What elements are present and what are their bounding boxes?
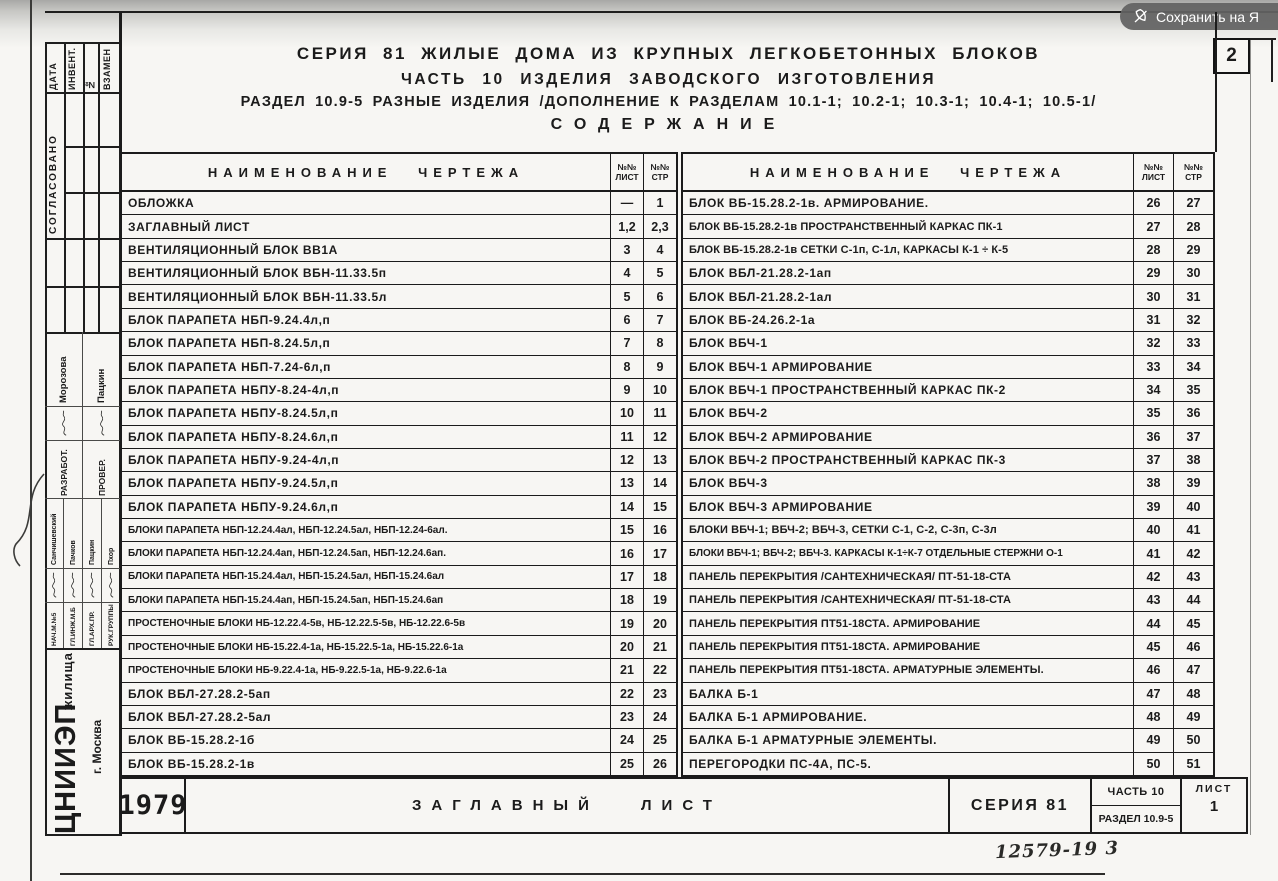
sheet-number: 31: [1133, 309, 1173, 331]
sheet-number: —: [610, 192, 643, 214]
table-row: [122, 238, 676, 261]
sheet-number: 50: [1133, 753, 1173, 775]
sheet-number: 24: [610, 729, 643, 751]
table-row: [122, 705, 676, 728]
drawing-name: ПАНЕЛЬ ПЕРЕКРЫТИЯ ПТ51-18СТА. АРМИРОВАНИЕ: [689, 641, 981, 653]
drawing-name: БЛОК ПАРАПЕТА НБПУ-9.24.6л,п: [128, 499, 339, 514]
table-row: [683, 238, 1213, 261]
frame-line: [45, 286, 120, 288]
frame-line: [45, 92, 120, 94]
page-number: 16: [643, 519, 676, 541]
signature-mark: [83, 568, 101, 602]
sheet-number: 8: [610, 356, 643, 378]
sheet-number: 20: [610, 636, 643, 658]
title-block: [120, 777, 1248, 834]
page-number: 45: [1173, 612, 1213, 634]
sidebar-approved-label: СОГЛАСОВАНО: [48, 134, 59, 234]
sheet-number: 7: [610, 332, 643, 354]
table-row: [122, 682, 676, 705]
sheet-header-line2: ЛИСТ: [1141, 172, 1166, 182]
frame-line: [64, 42, 66, 332]
stamp-row: [63, 499, 82, 648]
drawing-name: БАЛКА Б-1 АРМАТУРНЫЕ ЭЛЕМЕНТЫ.: [689, 733, 938, 748]
frame-line: [1250, 38, 1251, 835]
table-row: [122, 611, 676, 634]
column-header-page: [1173, 154, 1213, 190]
page-number: 40: [1173, 496, 1213, 518]
table-row: [122, 541, 676, 564]
sidebar-label-replaces: ВЗАМЕН: [102, 48, 112, 90]
sheet-header-line1: №№: [1144, 161, 1163, 172]
page-number: 50: [1173, 729, 1213, 751]
sheet-number: 1: [1209, 798, 1219, 815]
document-title: ЗАГЛАВНЫЙ ЛИСТ: [186, 777, 950, 834]
table-row: [683, 588, 1213, 611]
page-number: 32: [1173, 309, 1213, 331]
contents-table-right: [681, 152, 1215, 777]
table-row: [122, 308, 676, 331]
drawing-name: ПРОСТЕНОЧНЫЕ БЛОКИ НБ-9.22.4-1а, НБ-9.22.5-1а, НБ-9.22.6-1а: [128, 664, 447, 676]
frame-line: [64, 146, 120, 148]
sheet-number: 3: [610, 239, 643, 261]
drawing-name: ОБЛОЖКА: [128, 196, 195, 211]
table-row: [122, 471, 676, 494]
stamp-role-label: ГЛ.ИНЖ.М.Б: [64, 602, 82, 648]
page-number: 28: [1173, 215, 1213, 237]
page-number: 51: [1173, 753, 1213, 775]
table-row: [122, 448, 676, 471]
page-number: 25: [643, 729, 676, 751]
sheet-number: 35: [1133, 402, 1173, 424]
sheet-header-line2: ЛИСТ: [615, 172, 639, 182]
page-number: 24: [643, 706, 676, 728]
save-button-label: Сохранить на Я: [1156, 8, 1259, 25]
series-title: СЕРИЯ 81 ЖИЛЫЕ ДОМА ИЗ КРУПНЫХ ЛЕГКОБЕТОННЫХ БЛОКОВ: [296, 44, 1041, 63]
table-row: [683, 611, 1213, 634]
page-number: 18: [643, 566, 676, 588]
table-row: [683, 425, 1213, 448]
page-number: 43: [1173, 566, 1213, 588]
stamp-role-label: РАЗРАБОТ.: [45, 440, 82, 498]
drawing-name: БАЛКА Б-1: [689, 686, 759, 701]
sheet-number: 37: [1133, 449, 1173, 471]
table-row: [683, 448, 1213, 471]
drawing-name: БЛОК ВБЧ-2 АРМИРОВАНИЕ: [689, 429, 873, 444]
signature-mark: [64, 568, 82, 602]
page-number: 49: [1173, 706, 1213, 728]
sheet-number: 43: [1133, 589, 1173, 611]
table-row: [683, 331, 1213, 354]
part-label: ЧАСТЬ 10: [1092, 779, 1180, 806]
frame-line: [45, 648, 120, 650]
page-number: 1: [643, 192, 676, 214]
sheet-number: 10: [610, 402, 643, 424]
drawing-name: ПРОСТЕНОЧНЫЕ БЛОКИ НБ-12.22.4-5в, НБ-12.22.5-5в, НБ-12.22.6-5в: [128, 618, 466, 630]
page-number: 39: [1173, 472, 1213, 494]
drawing-name: ПАНЕЛЬ ПЕРЕКРЫТИЯ ПТ51-18СТА. АРМИРОВАНИЕ: [689, 617, 981, 630]
drawing-name: ПАНЕЛЬ ПЕРЕКРЫТИЯ ПТ51-18СТА. АРМАТУРНЫЕ ЭЛЕМЕНТЫ.: [689, 664, 1044, 677]
sheet-number: 33: [1133, 356, 1173, 378]
page-number: 23: [643, 683, 676, 705]
sheet-box: [1182, 777, 1248, 834]
page-header-line1: №№: [650, 161, 670, 172]
pen-stroke: [8, 470, 52, 570]
table-row: [122, 331, 676, 354]
table-row: [122, 355, 676, 378]
table-row: [683, 214, 1213, 237]
page-number: 27: [1173, 192, 1213, 214]
page-number: 20: [643, 612, 676, 634]
sheet-number: 36: [1133, 426, 1173, 448]
sheet-label: ЛИСТ: [1195, 783, 1233, 795]
frame-line: [45, 238, 120, 240]
sidebar-label-number: №: [85, 80, 95, 90]
page-number: 41: [1173, 519, 1213, 541]
stamp-authors: [45, 332, 120, 498]
drawing-name: ВЕНТИЛЯЦИОННЫЙ БЛОК ВВ1А: [128, 242, 338, 257]
page-number: 4: [643, 239, 676, 261]
column-header-name: НАИМЕНОВАНИЕ ЧЕРТЕЖА: [749, 164, 1067, 180]
page-number: 10: [643, 379, 676, 401]
drawing-name: БАЛКА Б-1 АРМИРОВАНИЕ.: [689, 710, 868, 725]
left-table-body: [122, 192, 676, 775]
drawing-name: ПАНЕЛЬ ПЕРЕКРЫТИЯ /САНТЕХНИЧЕСКАЯ/ ПТ-51-18-СТА: [689, 594, 1012, 607]
page-header-line2: СТР: [651, 172, 669, 182]
sheet-number: 26: [1133, 192, 1173, 214]
sheet-number: 42: [1133, 566, 1173, 588]
table-row: [683, 401, 1213, 424]
table-row: [683, 752, 1213, 775]
table-row: [683, 471, 1213, 494]
drawing-name: БЛОК ВБ-15.28.2-1б: [128, 733, 255, 748]
column-header-name: НАИМЕНОВАНИЕ ЧЕРТЕЖА: [207, 164, 525, 180]
sidebar-label-date: ДАТА: [48, 62, 58, 90]
drawing-name: БЛОК ВБЧ-2 ПРОСТРАНСТВЕННЫЙ КАРКАС ПК-3: [689, 453, 1006, 468]
drawing-name: БЛОК ВБ-15.28.2-1в СЕТКИ С-1п, С-1л, КАРКАСЫ К-1 ÷ К-5: [689, 243, 1009, 256]
page-number: 33: [1173, 332, 1213, 354]
page-number: 21: [643, 636, 676, 658]
table-row: [683, 705, 1213, 728]
page-header-line1: №№: [1184, 161, 1203, 172]
stamp-person-name: Пацкин: [96, 368, 107, 403]
part-section-box: [1092, 777, 1182, 834]
signature-mark: [45, 406, 82, 440]
table-header: [122, 154, 676, 192]
series-box: СЕРИЯ 81: [950, 777, 1092, 834]
page-number: 7: [643, 309, 676, 331]
drawing-name: БЛОК ПАРАПЕТА НБП-9.24.4л,п: [128, 312, 331, 327]
approval-stamp: [45, 332, 120, 648]
table-row: [683, 565, 1213, 588]
table-row: [122, 214, 676, 237]
page-number: 47: [1173, 659, 1213, 681]
table-row: [122, 635, 676, 658]
signature-mark: [102, 568, 120, 602]
sidebar-label-inventory: ИНВЕНТ.: [67, 47, 77, 90]
stamp-row: [82, 332, 120, 498]
scan-edge: [30, 0, 32, 881]
table-row: [683, 728, 1213, 751]
right-table-body: [683, 192, 1213, 775]
sheet-number: 4: [610, 262, 643, 284]
table-row: [683, 518, 1213, 541]
sheet-number: 22: [610, 683, 643, 705]
table-row: [122, 565, 676, 588]
sheet-number: 15: [610, 519, 643, 541]
page-number: 17: [643, 542, 676, 564]
stamp-person-name: Морозова: [58, 356, 69, 403]
sheet-number: 12: [610, 449, 643, 471]
sheet-number: 30: [1133, 285, 1173, 307]
sheet-number: 6: [610, 309, 643, 331]
drawing-name: БЛОК ВБЛ-27.28.2-5ал: [128, 710, 272, 725]
sheet-number: 28: [1133, 239, 1173, 261]
column-header-page: [643, 154, 676, 190]
scan-edge: [60, 873, 1105, 875]
page-number: 48: [1173, 683, 1213, 705]
table-row: [683, 541, 1213, 564]
drawing-name: БЛОК ВБЛ-27.28.2-5ап: [128, 686, 271, 701]
page-number: 9: [643, 356, 676, 378]
drawing-name: БЛОК ВБЛ-21.28.2-1ап: [689, 266, 832, 281]
sheet-number: 21: [610, 659, 643, 681]
page-number: 44: [1173, 589, 1213, 611]
drawing-name: БЛОК ПАРАПЕТА НБПУ-8.24.5л,п: [128, 406, 339, 421]
page-number: 2,3: [643, 215, 676, 237]
table-row: [683, 378, 1213, 401]
table-row: [683, 635, 1213, 658]
frame-line: [64, 192, 120, 194]
drawing-name: БЛОКИ ПАРАПЕТА НБП-15.24.4ап, НБП-15.24.5ап, НБП-15.24.6ап: [128, 594, 444, 606]
drawing-name: БЛОК ВБЛ-21.28.2-1ал: [689, 289, 833, 304]
page-number: 14: [643, 472, 676, 494]
signature-mark: [45, 568, 63, 602]
sheet-header-line1: №№: [617, 161, 637, 172]
sheet-number: 16: [610, 542, 643, 564]
drawing-name: ПЕРЕГОРОДКИ ПС-4А, ПС-5.: [689, 756, 872, 771]
page-number: 38: [1173, 449, 1213, 471]
page-number: 36: [1173, 402, 1213, 424]
page-number: 8: [643, 332, 676, 354]
page-number: 30: [1173, 262, 1213, 284]
drawing-name: ВЕНТИЛЯЦИОННЫЙ БЛОК ВБН-11.33.5л: [128, 289, 387, 304]
page-header-line2: СТР: [1185, 172, 1202, 182]
stamp-role-label: ПРОВЕР.: [83, 440, 120, 498]
drawing-name: БЛОКИ ПАРАПЕТА НБП-12.24.4ап, НБП-12.24.5ап, НБП-12.24.6ап.: [128, 548, 446, 560]
contents-table-left: [120, 152, 678, 777]
page-number: 46: [1173, 636, 1213, 658]
drawing-name: БЛОК ВБЧ-3 АРМИРОВАНИЕ: [689, 499, 873, 514]
year-box: 1979: [120, 777, 186, 834]
drawing-name: БЛОК ПАРАПЕТА НБПУ-8.24-4л,п: [128, 383, 340, 398]
drawing-name: ПАНЕЛЬ ПЕРЕКРЫТИЯ /САНТЕХНИЧЕСКАЯ/ ПТ-51-18-СТА: [689, 570, 1012, 583]
drawing-name: БЛОК ВБЧ-1 ПРОСТРАНСТВЕННЫЙ КАРКАС ПК-2: [689, 383, 1006, 398]
section-label: РАЗДЕЛ 10.9-5: [1098, 813, 1174, 825]
sheet-number: 45: [1133, 636, 1173, 658]
drawing-name: БЛОКИ ПАРАПЕТА НБП-15.24.4ал, НБП-15.24.5ал, НБП-15.24.6ал: [128, 571, 445, 583]
stamp-person-name: Пачков: [69, 540, 77, 565]
sheet-number: 46: [1133, 659, 1173, 681]
drawing-name: БЛОК ВБЧ-1: [689, 336, 768, 351]
part-title: ЧАСТЬ 10 ИЗДЕЛИЯ ЗАВОДСКОГО ИЗГОТОВЛЕНИЯ: [400, 71, 937, 88]
table-row: [683, 355, 1213, 378]
sheet-number: 34: [1133, 379, 1173, 401]
sheet-number: 25: [610, 753, 643, 775]
frame-line: [98, 42, 100, 332]
sheet-number: 11: [610, 426, 643, 448]
table-row: [122, 378, 676, 401]
sheet-number: 48: [1133, 706, 1173, 728]
sheet-number: 44: [1133, 612, 1173, 634]
table-row: [122, 284, 676, 307]
table-row: [683, 682, 1213, 705]
table-row: [683, 261, 1213, 284]
sheet-number: 13: [610, 472, 643, 494]
drawing-name: ВЕНТИЛЯЦИОННЫЙ БЛОК ВБН-11.33.5п: [128, 266, 387, 281]
sheet-number: 40: [1133, 519, 1173, 541]
contents-title: СОДЕРЖАНИЕ: [550, 116, 787, 133]
sheet-number: 29: [1133, 262, 1173, 284]
table-row: [122, 518, 676, 541]
sheet-number: 23: [610, 706, 643, 728]
drawing-name: БЛОК ПАРАПЕТА НБПУ-9.24-4л,п: [128, 453, 340, 468]
table-row: [122, 261, 676, 284]
table-row: [122, 728, 676, 751]
sheet-number: 38: [1133, 472, 1173, 494]
stamp-role-label: ГЛ.АРХ.ПР.: [83, 602, 101, 648]
table-row: [683, 192, 1213, 214]
page-number: 34: [1173, 356, 1213, 378]
sheet-number: 47: [1133, 683, 1173, 705]
drawing-name: БЛОК ВБ-15.28.2-1в. АРМИРОВАНИЕ.: [689, 196, 929, 211]
page-number: 35: [1173, 379, 1213, 401]
sheet-number: 14: [610, 496, 643, 518]
page-number: 26: [643, 753, 676, 775]
sheet-number: 18: [610, 589, 643, 611]
drawing-name: БЛОК ВБ-15.28.2-1в ПРОСТРАНСТВЕННЫЙ КАРКАС ПК-1: [689, 220, 1003, 233]
frame-line: [1271, 40, 1273, 82]
stamp-person-name: Пацкин: [88, 539, 96, 565]
table-row: [122, 752, 676, 775]
page-number: 6: [643, 285, 676, 307]
table-row: [122, 495, 676, 518]
section-title: РАЗДЕЛ 10.9-5 РАЗНЫЕ ИЗДЕЛИЯ /ДОПОЛНЕНИЕ К РАЗДЕЛАМ 10.1-1; 10.2-1; 10.3-1; 10.4-1; 10.5-1/: [240, 94, 1097, 110]
page-number: 13: [643, 449, 676, 471]
stamp-person-name: Санчишевский: [50, 513, 58, 565]
drawing-name: ЗАГЛАВНЫЙ ЛИСТ: [128, 219, 250, 234]
table-row: [683, 495, 1213, 518]
page-number: 31: [1173, 285, 1213, 307]
sheet-number: 32: [1133, 332, 1173, 354]
column-header-sheet: [610, 154, 643, 190]
drawing-name: БЛОКИ ВБЧ-1; ВБЧ-2; ВБЧ-3, СЕТКИ С-1, С-2, С-3п, С-3л: [689, 524, 997, 537]
sheet-number: 17: [610, 566, 643, 588]
stamp-role-label: РУК.ГРУППЫ: [102, 602, 120, 648]
stamp-officials: [45, 498, 120, 648]
stamp-person-name: Пхор: [107, 547, 115, 565]
drawing-name: БЛОК ВБЧ-1 АРМИРОВАНИЕ: [689, 359, 873, 374]
organization-name: ЦНИИЭП: [50, 702, 82, 834]
page-number: 5: [643, 262, 676, 284]
table-row: [122, 192, 676, 214]
drawing-name: БЛОК ВБ-15.28.2-1в: [128, 756, 255, 771]
sheet-number: 19: [610, 612, 643, 634]
table-row: [122, 425, 676, 448]
frame-line: [45, 834, 122, 836]
sheet-number: 1,2: [610, 215, 643, 237]
organization-city: г. Москва: [90, 719, 104, 774]
sheet-number: 27: [1133, 215, 1173, 237]
page-number: 37: [1173, 426, 1213, 448]
drawing-name: БЛОК ВБЧ-2: [689, 406, 768, 421]
sheet-number: 41: [1133, 542, 1173, 564]
page-number-box: 2: [1213, 38, 1250, 74]
page-number: 11: [643, 402, 676, 424]
table-header: [683, 154, 1213, 192]
table-row: [122, 588, 676, 611]
page-number: 22: [643, 659, 676, 681]
page-number: 42: [1173, 542, 1213, 564]
page-number: 15: [643, 496, 676, 518]
drawing-name: БЛОК ВБ-24.26.2-1а: [689, 312, 816, 327]
sheet-number: 5: [610, 285, 643, 307]
drawing-name: БЛОК ПАРАПЕТА НБПУ-9.24.5л,п: [128, 476, 339, 491]
sheet-number: 9: [610, 379, 643, 401]
table-row: [683, 308, 1213, 331]
table-row: [122, 658, 676, 681]
handwritten-inventory-number: 12579-19 3: [994, 837, 1120, 864]
signature-mark: [83, 406, 120, 440]
sheet-number: 39: [1133, 496, 1173, 518]
drawing-name: БЛОК ВБЧ-3: [689, 476, 768, 491]
table-row: [683, 284, 1213, 307]
drawing-name: БЛОК ПАРАПЕТА НБП-7.24-6л,п: [128, 359, 332, 374]
page-number: 12: [643, 426, 676, 448]
drawing-name: БЛОКИ ПАРАПЕТА НБП-12.24.4ал, НБП-12.24.5ал, НБП-12.24-6ал.: [128, 524, 448, 536]
drawing-name: ПРОСТЕНОЧНЫЕ БЛОКИ НБ-15.22.4-1а, НБ-15.22.5-1а, НБ-15.22.6-1а: [128, 641, 464, 653]
sheet-number: 49: [1133, 729, 1173, 751]
stamp-row: [101, 499, 120, 648]
table-row: [683, 658, 1213, 681]
drawing-name: БЛОК ПАРАПЕТА НБПУ-8.24.6л,п: [128, 429, 339, 444]
table-row: [122, 401, 676, 424]
document-header: [120, 12, 1217, 152]
page-number: 19: [643, 589, 676, 611]
drawing-name: БЛОКИ ВБЧ-1; ВБЧ-2; ВБЧ-3. КАРКАСЫ К-1÷К-7 ОТДЕЛЬНЫЕ СТЕРЖНИ О-1: [689, 548, 1063, 560]
organization-department: жилища: [60, 652, 75, 710]
stamp-row: [82, 499, 101, 648]
drawing-name: БЛОК ПАРАПЕТА НБП-8.24.5л,п: [128, 336, 331, 351]
page-number: 29: [1173, 239, 1213, 261]
column-header-sheet: [1133, 154, 1173, 190]
stamp-role-label: НАЧ.М.№5: [45, 602, 63, 648]
